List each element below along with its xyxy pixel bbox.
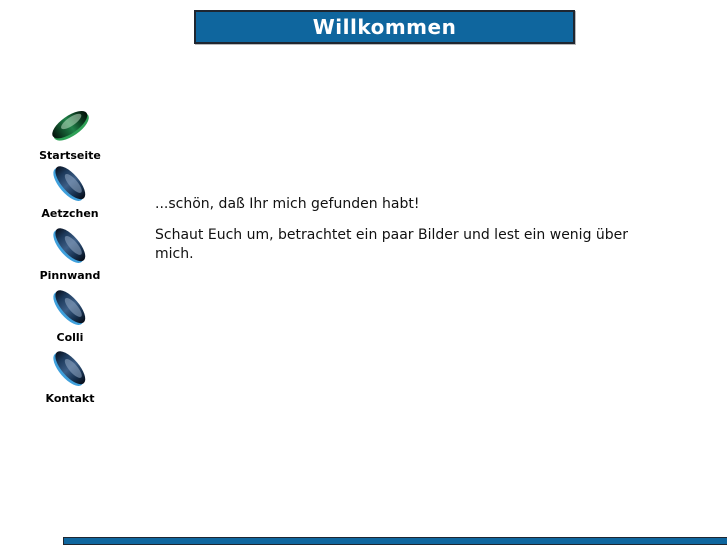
sidebar-item-aetzchen[interactable] [0,160,140,220]
sidebar-item-label[interactable]: Aetzchen [41,207,99,220]
sidebar-item-startseite[interactable] [0,102,140,162]
sidebar-item-label[interactable]: Startseite [39,149,101,162]
page-title: Willkommen [312,15,457,39]
sidebar-item-colli[interactable] [0,284,140,344]
footer-accent-bar [63,537,727,545]
main-content [155,195,660,276]
gem-blue-icon [47,160,93,206]
gem-green-icon [47,102,93,148]
gem-blue-icon [47,345,93,391]
sidebar-item-label[interactable]: Kontakt [45,392,95,405]
sidebar-item-label[interactable]: Colli [56,331,84,344]
sidebar-item-kontakt[interactable] [0,345,140,405]
sidebar-item-pinnwand[interactable] [0,222,140,282]
body-text: Schaut Euch um, betrachtet ein paar Bilder und lest ein wenig über mich. [155,227,629,262]
gem-blue-icon [47,222,93,268]
gem-blue-icon [47,284,93,330]
sidebar-item-label[interactable]: Pinnwand [39,269,101,282]
intro-text: ...schön, daß Ihr mich gefunden habt! [155,196,420,212]
page-header-bar [194,10,575,44]
